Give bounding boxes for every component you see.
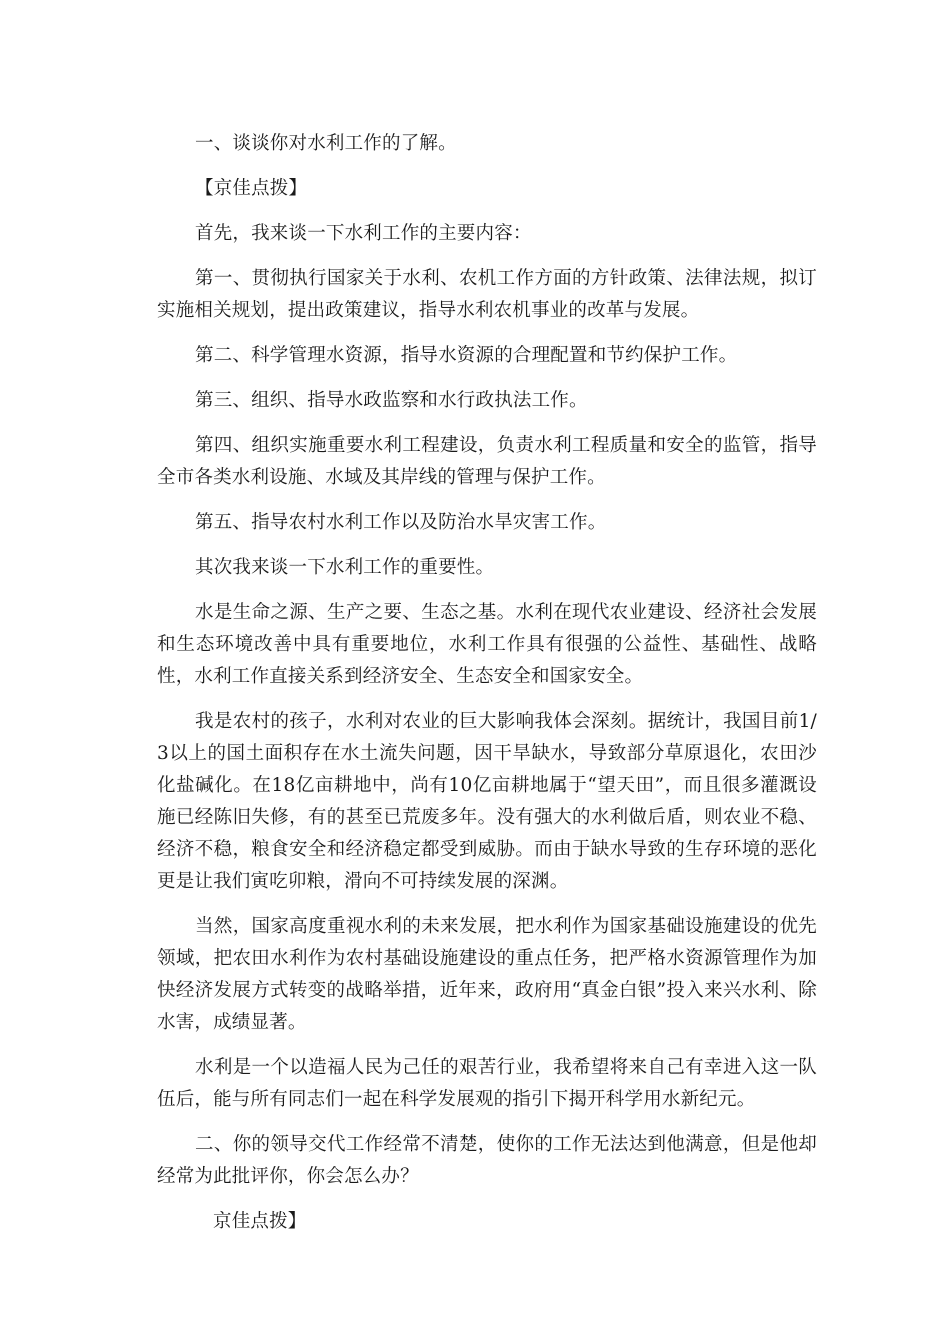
tip-heading-2: 京佳点拨】	[213, 1211, 307, 1232]
intro-importance: 其次我来谈一下水利工作的重要性。	[195, 557, 495, 578]
question-1-heading: 一、谈谈你对水利工作的了解。	[195, 133, 457, 154]
content-point-1: 第一、贯彻执行国家关于水利、农机工作方面的方针政策、法律法规，拟订实施相关规划，提出政策建议，指导水利农机事业的改革与发展。	[157, 268, 817, 321]
aspiration-paragraph: 水利是一个以造福人民为己任的艰苦行业，我希望将来自己有幸进入这一队伍后，能与所有同志们一起在科学发展观的指引下揭开科学用水新纪元。	[157, 1057, 817, 1110]
personal-experience-paragraph: 我是农村的孩子，水利对农业的巨大影响我体会深刻。据统计，我国目前1/3以上的国土面积存在水土流失问题，因干旱缺水，导致部分草原退化，农田沙化盐碱化。在18亿亩耕地中，尚有10亿亩耕地属于“望天田”，而且很多灌溉设施已经陈旧失修，有的甚至已荒废多年。没有强大的水利做后盾，则农业不稳、经济不稳，粮食安全和经济稳定都受到威胁。而由于缺水导致的生存环境的恶化更是让我们寅吃卯粮，滑向不可持续发展的深渊。	[157, 711, 817, 892]
content-point-2: 第二、科学管理水资源，指导水资源的合理配置和节约保护工作。	[195, 345, 738, 366]
document-body	[157, 128, 817, 1251]
intro-main-content: 首先，我来谈一下水利工作的主要内容：	[195, 223, 532, 244]
content-point-4: 第四、组织实施重要水利工程建设，负责水利工程质量和安全的监管，指导全市各类水利设施、水域及其岸线的管理与保护工作。	[157, 435, 817, 488]
national-policy-paragraph: 当然，国家高度重视水利的未来发展，把水利作为国家基础设施建设的优先领域，把农田水利作为农村基础设施建设的重点任务，把严格水资源管理作为加快经济发展方式转变的战略举措，近年来，政府用“真金白银”投入来兴水利、除水害，成绩显著。	[157, 916, 817, 1033]
content-point-3: 第三、组织、指导水政监察和水行政执法工作。	[195, 390, 588, 411]
content-point-5: 第五、指导农村水利工作以及防治水旱灾害工作。	[195, 512, 607, 533]
question-2-heading: 二、你的领导交代工作经常不清楚，使你的工作无法达到他满意，但是他却经常为此批评你，你会怎么办？	[157, 1134, 817, 1187]
importance-paragraph: 水是生命之源、生产之要、生态之基。水利在现代农业建设、经济社会发展和生态环境改善中具有重要地位，水利工作具有很强的公益性、基础性、战略性，水利工作直接关系到经济安全、生态安全和国家安全。	[157, 602, 817, 687]
tip-heading-1: 【京佳点拨】	[195, 178, 308, 199]
